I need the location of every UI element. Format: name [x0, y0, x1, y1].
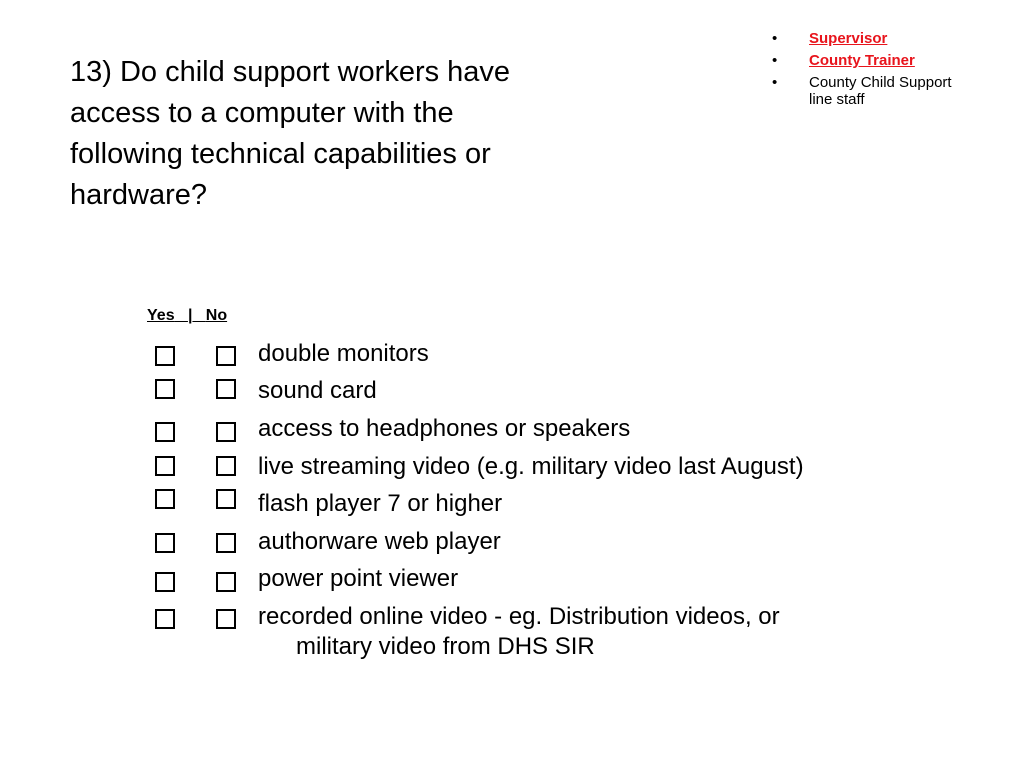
no-checkbox[interactable]	[216, 346, 236, 366]
checklist-row-sound-card	[0, 376, 1024, 412]
checklist-label: sound card	[258, 377, 377, 404]
no-checkbox[interactable]	[216, 533, 236, 553]
bullet-icon: •	[772, 52, 778, 69]
question-line-4: hardware?	[70, 179, 208, 211]
yes-checkbox[interactable]	[155, 456, 175, 476]
bullet-icon: •	[772, 74, 778, 91]
checklist-label: power point viewer	[258, 565, 459, 592]
no-checkbox[interactable]	[216, 379, 236, 399]
checklist-label: flash player 7 or higher	[258, 490, 503, 517]
checklist-row-power-point	[0, 564, 1024, 600]
checklist-label	[258, 602, 780, 662]
yes-label: Yes	[147, 307, 175, 324]
yes-checkbox[interactable]	[155, 609, 175, 629]
bullet-icon: •	[772, 30, 778, 47]
no-checkbox[interactable]	[216, 609, 236, 629]
checklist-row-authorware	[0, 527, 1024, 563]
no-checkbox[interactable]	[216, 489, 236, 509]
no-checkbox[interactable]	[216, 456, 236, 476]
audience-link-county-trainer[interactable]: County Trainer	[809, 52, 915, 69]
no-checkbox[interactable]	[216, 572, 236, 592]
no-checkbox[interactable]	[216, 422, 236, 442]
yes-checkbox[interactable]	[155, 422, 175, 442]
yes-checkbox[interactable]	[155, 572, 175, 592]
question-line-1: 13) Do child support workers have	[70, 56, 511, 88]
audience-link-supervisor[interactable]: Supervisor	[809, 30, 888, 47]
checklist-label: live streaming video (e.g. military video last August)	[258, 453, 804, 480]
checklist-label: access to headphones or speakers	[258, 415, 631, 442]
no-label: No	[205, 307, 228, 324]
checklist-row-flash-player	[0, 489, 1024, 525]
question-line-2: access to a computer with the	[70, 97, 454, 129]
yes-checkbox[interactable]	[155, 379, 175, 399]
separator-label: |	[187, 307, 193, 324]
audience-text-line-staff: County Child Support line staff	[809, 74, 952, 108]
checklist-label: authorware web player	[258, 528, 501, 555]
checklist-row-live-streaming	[0, 452, 1024, 488]
checklist-label-line-2: military video from DHS SIR	[296, 633, 595, 660]
checklist-row-double-monitors	[0, 339, 1024, 375]
yes-checkbox[interactable]	[155, 346, 175, 366]
checklist-row-recorded-video	[0, 602, 1024, 666]
yes-checkbox[interactable]	[155, 489, 175, 509]
yes-checkbox[interactable]	[155, 533, 175, 553]
checklist-row-headphones	[0, 414, 1024, 450]
question-line-3: following technical capabilities or	[70, 138, 491, 170]
checklist-label-line-1: recorded online video - eg. Distribution videos, or	[258, 603, 780, 630]
checklist-label: double monitors	[258, 340, 429, 367]
